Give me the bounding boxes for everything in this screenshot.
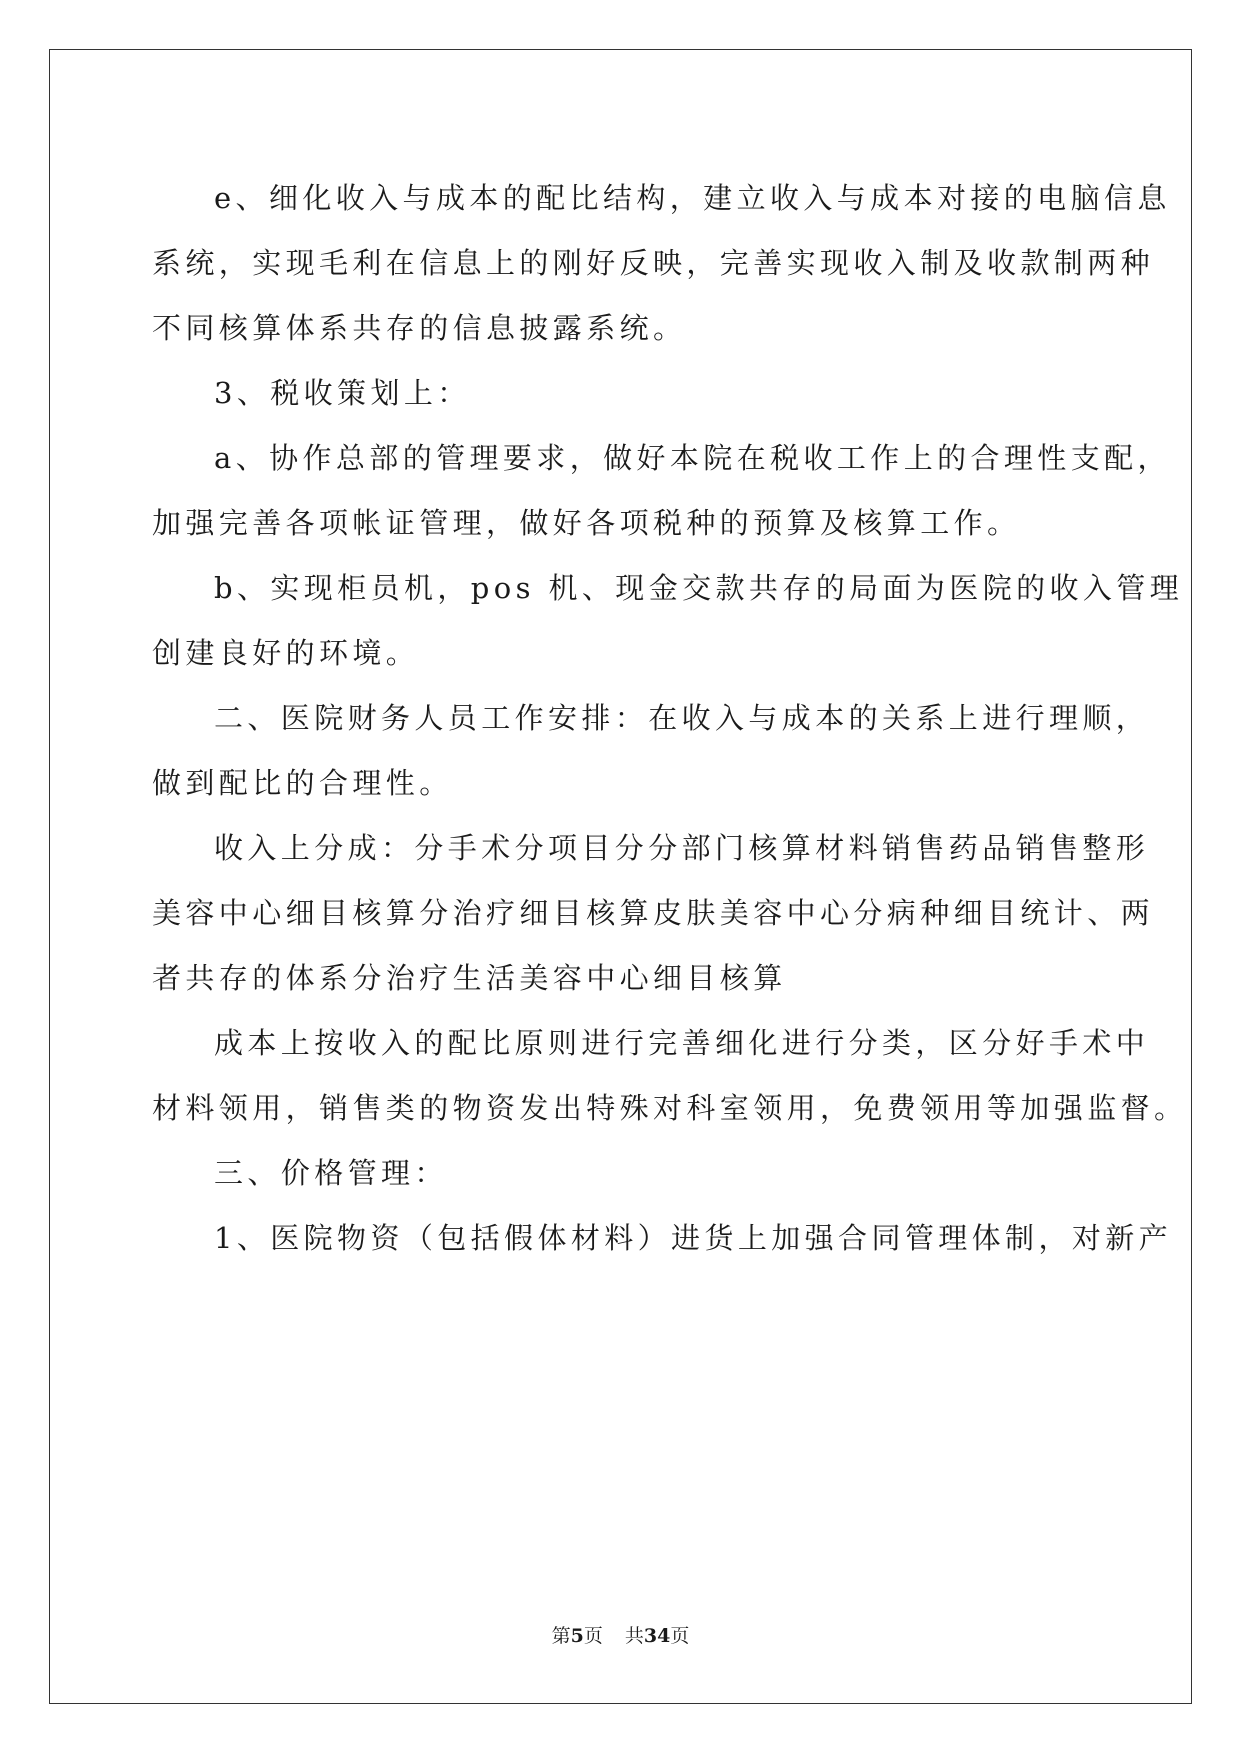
total-suffix: 页 [670,1625,690,1647]
text-line: 3、税收策划上： [214,376,471,410]
page-footer [0,1621,1241,1648]
text-line: 三、价格管理： [214,1156,448,1190]
text-line: 美容中心细目核算分治疗细目核算皮肤美容中心分病种细目统计、两 [152,896,1155,930]
text-line: 二、医院财务人员工作安排：在收入与成本的关系上进行理顺， [214,701,1150,735]
page-number: 5 [570,1625,584,1647]
text-line: 1、医院物资（包括假体材料）进货上加强合同管理体制，对新产 [214,1221,1173,1255]
text-line: e、细化收入与成本的配比结构，建立收入与成本对接的电脑信息 [214,181,1171,215]
page-suffix: 页 [583,1625,603,1647]
text-line: 材料领用，销售类的物资发出特殊对科室领用，免费领用等加强监督。 [152,1091,1188,1125]
text-line: 创建良好的环境。 [152,636,420,670]
text-line: 加强完善各项帐证管理，做好各项税种的预算及核算工作。 [152,506,1021,540]
paragraph-3 [152,426,1171,556]
text-line: a、协作总部的管理要求，做好本院在税收工作上的合理性支配， [214,441,1171,475]
document-body [152,166,1188,1271]
total-prefix: 共 [624,1625,644,1647]
total-pages: 34 [643,1625,671,1647]
section-heading-tax-planning [152,361,1092,426]
paragraph-4 [152,556,1184,686]
text-line: 收入上分成：分手术分项目分分部门核算材料销售药品销售整形 [214,831,1150,865]
paragraph-6 [152,816,1155,1011]
page-prefix: 第 [551,1625,571,1647]
paragraph-9 [152,1206,1173,1271]
section-heading-staff-arrangement [152,686,1150,816]
text-line: 不同核算体系共存的信息披露系统。 [152,311,687,345]
paragraph-1 [152,166,1171,361]
paragraph-7 [152,1011,1188,1141]
text-line: 系统，实现毛利在信息上的刚好反映，完善实现收入制及收款制两种 [152,246,1155,280]
text-line: 者共存的体系分治疗生活美容中心细目核算 [152,961,787,995]
text-line: 做到配比的合理性。 [152,766,453,800]
section-heading-price-management [152,1141,1092,1206]
text-line: b、实现柜员机，pos 机、现金交款共存的局面为医院的收入管理 [214,571,1184,605]
text-line: 成本上按收入的配比原则进行完善细化进行分类，区分好手术中 [214,1026,1150,1060]
